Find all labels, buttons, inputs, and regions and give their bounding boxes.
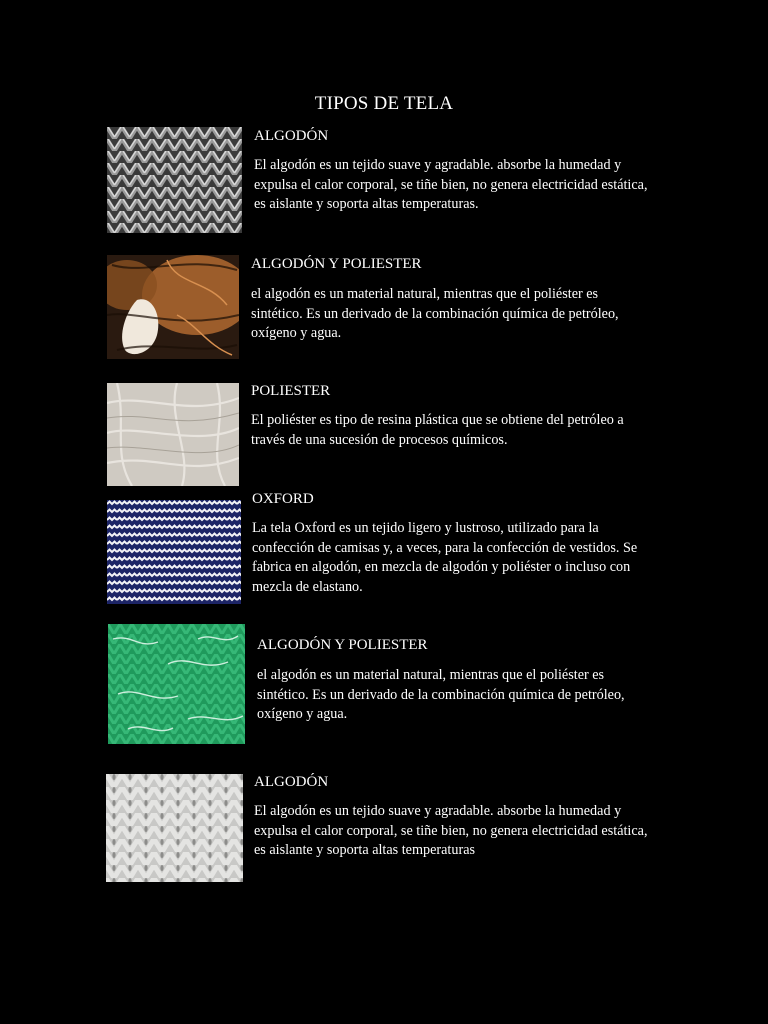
navy-white-stripe-swatch <box>107 500 241 604</box>
gray-knit-fabric-swatch <box>107 127 242 233</box>
page-title: TIPOS DE TELA <box>314 93 454 114</box>
fabric-description: el algodón es un material natural, mientras que el poliéster es sintético. Es un derivado de la combinación química de petróleo, oxígeno y agua. <box>251 286 619 342</box>
fabric-description: El algodón es un tejido suave y agradable. absorbe la humedad y expulsa el calor corporal, se tiñe bien, no genera electricidad estática, es aislante y soporta altas temperaturas <box>254 803 648 859</box>
fabric-description: El poliéster es tipo de resina plástica que se obtiene del petróleo a través de una sucesión de procesos químicos. <box>251 412 624 448</box>
brown-white-fibers-swatch <box>107 255 239 359</box>
fabric-name: ALGODÓN <box>254 128 329 144</box>
fabric-name: ALGODÓN <box>254 774 329 790</box>
white-knit-fabric-swatch <box>106 774 243 882</box>
fabric-name: ALGODÓN Y POLIESTER <box>251 256 422 272</box>
white-fluffy-fiber-swatch <box>107 383 239 486</box>
green-fuzzy-fabric-swatch <box>108 624 245 744</box>
fabric-description: el algodón es un material natural, mientras que el poliéster es sintético. Es un derivado de la combinación química de petróleo, oxígeno y agua. <box>257 667 625 723</box>
fabric-name: ALGODÓN Y POLIESTER <box>257 637 428 653</box>
fabric-name: POLIESTER <box>251 383 331 399</box>
fabric-description: La tela Oxford es un tejido ligero y lustroso, utilizado para la confección de camisas y, a veces, para la confección de vestidos. Se fabrica en algodón, en mezcla de algodón y poliéster o incluso con mezcla de elastano. <box>252 520 638 595</box>
fabric-description: El algodón es un tejido suave y agradable. absorbe la humedad y expulsa el calor corporal, se tiñe bien, no genera electricidad estática, es aislante y soporta altas temperaturas. <box>254 157 648 213</box>
fabric-name: OXFORD <box>252 491 314 507</box>
